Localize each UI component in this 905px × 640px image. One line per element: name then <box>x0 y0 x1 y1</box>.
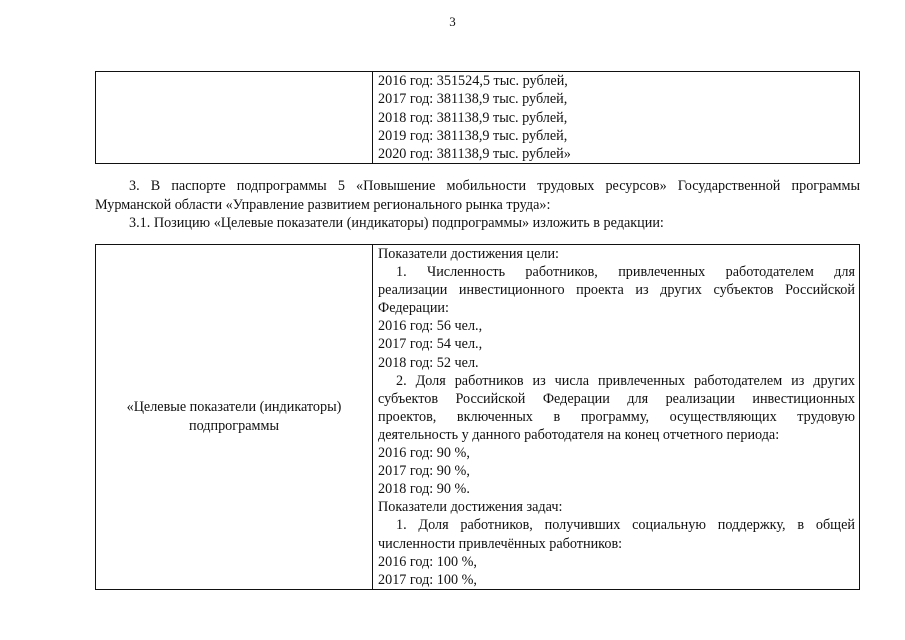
indicators-label-cell: «Целевые показатели (индикаторы) подпрограммы <box>96 245 373 590</box>
indicator-line: Федерации: <box>378 300 449 317</box>
funding-table <box>95 71 860 164</box>
page-number: 3 <box>449 14 456 29</box>
indicator-line: 2016 год: 90 %, <box>378 445 470 462</box>
funding-label-cell <box>96 72 373 164</box>
indicator-line: 2016 год: 56 чел., <box>378 318 483 335</box>
indicator-line: 2018 год: 90 %. <box>378 481 470 498</box>
indicator-line: 1. Численность работников, привлеченных работодателем для <box>396 264 855 281</box>
paragraph-3-1: 3.1. Позицию «Целевые показатели (индикаторы) подпрограммы» изложить в редакции: <box>129 215 664 231</box>
indicators-values-cell <box>373 245 860 590</box>
indicator-line: Показатели достижения задач: <box>378 499 563 516</box>
indicators-table <box>95 244 860 590</box>
indicator-line: Показатели достижения цели: <box>378 246 559 262</box>
funding-line: 2020 год: 381138,9 тыс. рублей» <box>378 146 571 163</box>
paragraph-3: 3. В паспорте подпрограммы 5 «Повышение мобильности трудовых ресурсов» Государственной программы Мурманской области «Управление развитием регионального рынка труда»: <box>95 178 860 213</box>
indicator-line: 2. Доля работников из числа привлеченных работодателем из других <box>396 372 855 389</box>
funding-line: 2019 год: 381138,9 тыс. рублей, <box>378 127 568 144</box>
funding-line: 2018 год: 381138,9 тыс. рублей, <box>378 109 568 126</box>
indicator-line: проектов, включенных в программу, осуществляющих трудовую <box>378 408 855 425</box>
table-row <box>96 72 860 164</box>
table-row <box>96 245 860 590</box>
indicator-line: численности привлечённых работников: <box>378 535 623 552</box>
indicator-line: реализации инвестиционного проекта из других субъектов Российской <box>378 282 855 299</box>
funding-line: 2016 год: 351524,5 тыс. рублей, <box>378 73 568 89</box>
indicator-line: субъектов Российской Федерации для реализации инвестиционных <box>378 390 855 407</box>
indicator-line: 2017 год: 90 %, <box>378 463 470 480</box>
indicator-line: 2017 год: 100 %, <box>378 571 477 588</box>
indicator-line: 2016 год: 100 %, <box>378 553 477 570</box>
funding-values-cell <box>373 72 860 164</box>
indicator-line: 2018 год: 52 чел. <box>378 354 479 371</box>
indicator-line: 2017 год: 54 чел., <box>378 336 483 353</box>
indicator-line: 1. Доля работников, получивших социальную поддержку, в общей <box>396 517 855 534</box>
funding-line: 2017 год: 381138,9 тыс. рублей, <box>378 91 568 108</box>
indicator-line: деятельность у данного работодателя на конец отчетного периода: <box>378 426 780 443</box>
